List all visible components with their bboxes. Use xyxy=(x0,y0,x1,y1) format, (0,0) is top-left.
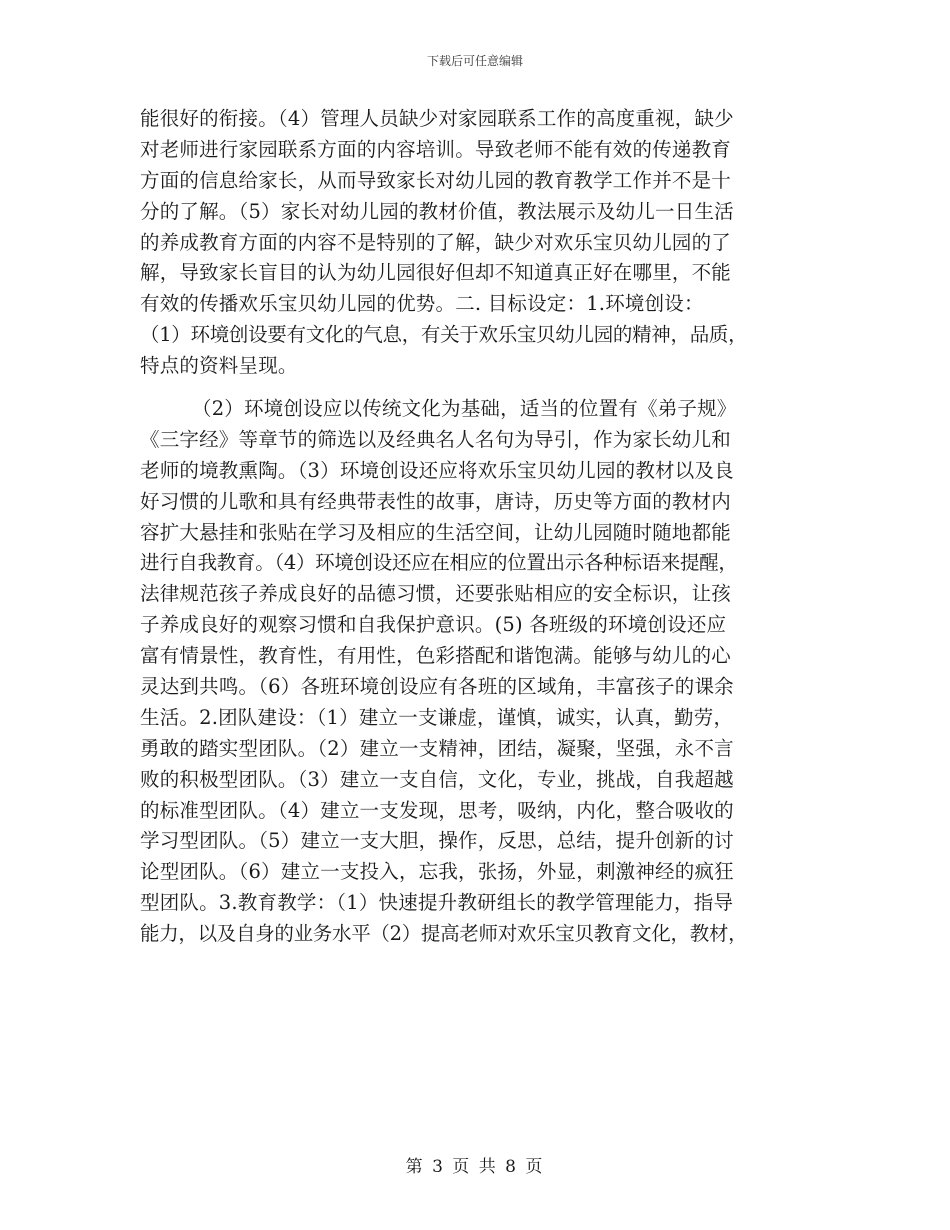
text-line: 法律规范孩子养成良好的品德习惯，还要张贴相应的安全标识，让孩 xyxy=(140,582,732,606)
text-line: 的标准型团队。（4）建立一支发现，思考，吸纳，内化，整合吸收的 xyxy=(140,798,734,822)
text-line: 对老师进行家园联系方面的内容培训。导致老师不能有效的传递教育 xyxy=(140,137,732,161)
text-line: 学习型团队。（5）建立一支大胆，操作，反思，总结，提升创新的讨 xyxy=(140,829,734,853)
document-body xyxy=(140,104,820,950)
text-line: （1）环境创设要有文化的气息，有关于欢乐宝贝幼儿园的精神，品质， xyxy=(140,323,748,347)
text-line: 勇敢的踏实型团队。（2）建立一支精神，团结，凝聚，坚强，永不言 xyxy=(140,736,734,760)
text-line: 解，导致家长盲目的认为幼儿园很好但却不知道真正好在哪里，不能 xyxy=(140,261,732,285)
page-footer: 第 3 页 共 8 页 xyxy=(405,1157,545,1177)
text-line: 老师的境教熏陶。（3）环境创设还应将欢乐宝贝幼儿园的教材以及良 xyxy=(140,458,734,482)
text-line: 《三字经》等章节的筛选以及经典名人名句为导引，作为家长幼儿和 xyxy=(140,427,732,451)
page-header: 下载后可任意编辑 xyxy=(426,54,523,68)
paragraph xyxy=(140,104,820,382)
text-line: 富有情景性，教育性，有用性，色彩搭配和谐饱满。能够与幼儿的心 xyxy=(140,644,732,668)
text-line: 论型团队。（6）建立一支投入，忘我，张扬，外显，刺激神经的疯狂 xyxy=(140,860,734,884)
text-line: 能很好的衔接。（4）管理人员缺少对家园联系工作的高度重视，缺少 xyxy=(140,107,734,130)
text-line: 进行自我教育。（4）环境创设还应在相应的位置出示各种标语来提醒， xyxy=(140,551,738,575)
text-line: 型团队。3.教育教学：（1）快速提升教研组长的教学管理能力，指导 xyxy=(140,891,734,915)
text-line: 败的积极型团队。（3）建立一支自信，文化，专业，挑战，自我超越 xyxy=(140,767,734,791)
text-line: 容扩大悬挂和张贴在学习及相应的生活空间，让幼儿园随时随地都能 xyxy=(140,520,732,544)
text-line: 子养成良好的观察习惯和自我保护意识。(5) 各班级的环境创设还应 xyxy=(140,613,727,637)
text-line: 灵达到共鸣。（6）各班环境创设应有各班的区域角，丰富孩子的课余 xyxy=(140,675,734,699)
paragraph-gap xyxy=(140,382,820,394)
paragraph xyxy=(140,394,820,950)
text-line: 特点的资料呈现。 xyxy=(140,354,298,378)
text-line: 方面的信息给家长，从而导致家长对幼儿园的教育教学工作并不是十 xyxy=(140,168,732,192)
text-line: 好习惯的儿歌和具有经典带表性的故事，唐诗，历史等方面的教材内 xyxy=(140,489,732,513)
text-line: 的养成教育方面的内容不是特别的了解，缺少对欢乐宝贝幼儿园的了 xyxy=(140,230,732,254)
text-line: 生活。2.团队建设：（1）建立一支谦虚，谨慎，诚实，认真，勤劳， xyxy=(140,705,734,729)
text-line: （2）环境创设应以传统文化为基础，适当的位置有《弟子规》 xyxy=(192,397,737,421)
text-line: 有效的传播欢乐宝贝幼儿园的优势。二. 目标设定：1.环境创设： xyxy=(140,292,704,316)
text-line: 能力，以及自身的业务水平（2）提高老师对欢乐宝贝教育文化，教材， xyxy=(140,922,748,946)
text-line: 分的了解。（5）家长对幼儿园的教材价值，教法展示及幼儿一日生活 xyxy=(140,199,734,223)
